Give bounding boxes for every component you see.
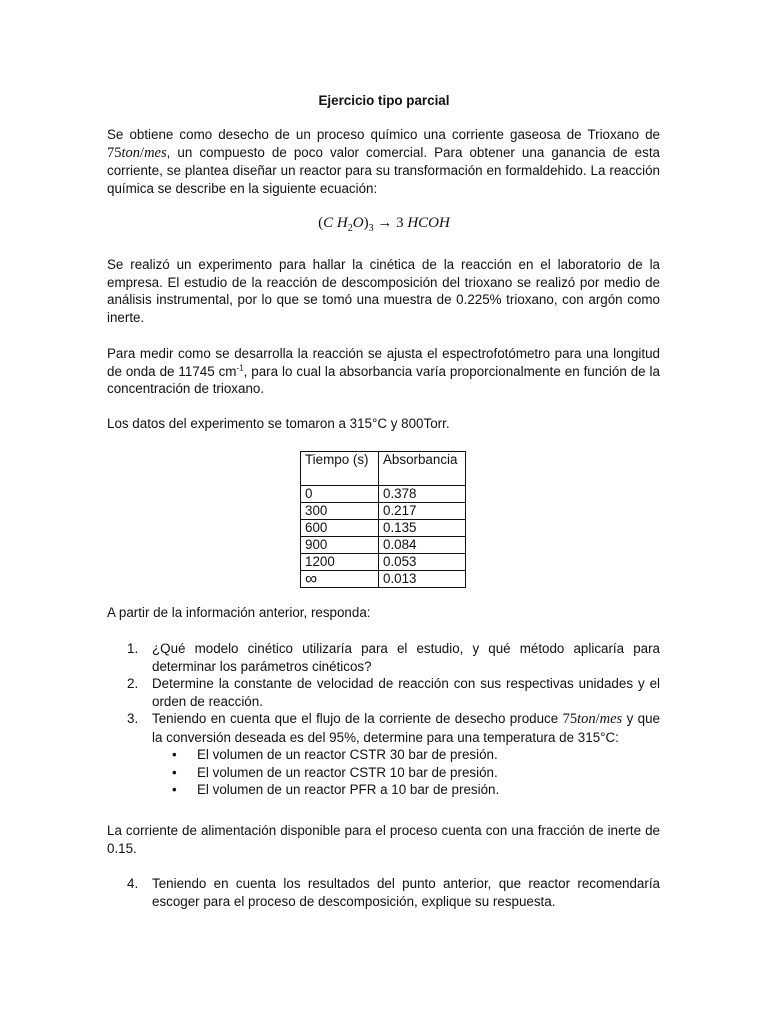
cell-absorbance: 0.135: [379, 520, 466, 537]
cell-absorbance: 0.378: [379, 486, 466, 503]
instructions-paragraph: A partir de la información anterior, responda:: [107, 605, 371, 620]
question-list-2: [107, 875, 660, 910]
question-item: [107, 710, 660, 799]
page-title: Ejercicio tipo parcial: [318, 93, 450, 108]
cell-time: 600: [301, 520, 379, 537]
cell-time: 900: [301, 537, 379, 554]
conditions-paragraph: Los datos del experimento se tomaron a 315°C y 800Torr.: [107, 416, 450, 431]
bullet-item: • El volumen de un reactor CSTR 30 bar de presión.: [172, 747, 498, 762]
header-tiempo: Tiempo (s): [301, 452, 379, 486]
question-text-b: y que la conversión deseada es del 95%, determine para una temperatura de 315°C:: [152, 711, 660, 745]
cell-time: 1200: [301, 554, 379, 571]
table-row: [301, 554, 466, 571]
question-item: [107, 640, 660, 675]
question-text: Teniendo en cuenta los resultados del punto anterior, que reactor recomendaría escoger para el proceso de descomposición, explique su respuesta.: [152, 876, 660, 909]
bullet-item: • El volumen de un reactor PFR a 10 bar de presión.: [172, 782, 500, 797]
question-text: ¿Qué modelo cinético utilizaría para el estudio, y qué método aplicaría para determinar los parámetros cinéticos?: [152, 641, 660, 674]
cell-absorbance: 0.053: [379, 554, 466, 571]
question-number: 3.: [127, 711, 139, 726]
bullet-icon: •: [172, 747, 177, 762]
question-item: [107, 675, 660, 710]
table-row: [301, 486, 466, 503]
bullet-list: [152, 746, 660, 799]
cell-absorbance: 0.084: [379, 537, 466, 554]
question-number: 2.: [127, 676, 139, 691]
bullet-icon: •: [172, 764, 177, 780]
spectrophotometer-paragraph: Para medir como se desarrolla la reacción se ajusta el espectrofotómetro para una longitud de onda de 11745 $cm^{-1}$, para lo cual la absorbancia varía proporcionalmente en función de la concentración de trioxano.: [107, 346, 660, 396]
header-absorbancia: Absorbancia: [379, 452, 466, 486]
question-text-a: Teniendo en cuenta que el flujo de la corriente de desecho produce: [152, 711, 559, 726]
intro-text-b: , un compuesto de poco valor comercial. Para obtener una ganancia de esta corriente, se plantea diseñar un reactor para su transformación en formaldehido. La reacción química se describe en la siguiente ecuación:: [107, 144, 660, 196]
cell-absorbance: 0.013: [379, 571, 466, 588]
cell-time: 0: [301, 486, 379, 503]
reaction-equation: (C $H_2O)_3 \to 3$ HCOH: [318, 215, 450, 234]
bullet-icon: •: [172, 782, 177, 797]
bullet-item: • El volumen de un reactor CSTR 10 bar de presión.: [172, 764, 498, 780]
question-number: 1.: [127, 641, 139, 656]
intro-paragraph: [107, 126, 660, 197]
cell-time: 300: [301, 503, 379, 520]
question-text: Determine la constante de velocidad de reacción con sus respectivas unidades y el orden de reacción.: [152, 676, 660, 709]
intro-text-a: Se obtiene como desecho de un proceso químico una corriente gaseosa de Trioxano de: [107, 127, 660, 142]
flow-rate-expression: 75ton/mes: [562, 711, 623, 727]
cell-absorbance: 0.217: [379, 503, 466, 520]
cell-time-infinity: ∞: [301, 571, 379, 588]
question-list: [107, 640, 660, 799]
table-row: [301, 571, 466, 588]
question-item: [107, 875, 660, 910]
data-table: [300, 451, 466, 588]
feed-paragraph: La corriente de alimentación disponible para el proceso cuenta con una fracción de inerte de 0.15.: [107, 823, 660, 856]
table-header-row: [301, 452, 466, 486]
table-row: [301, 537, 466, 554]
flow-rate-expression: 75ton/mes: [107, 144, 167, 161]
table-row: [301, 520, 466, 537]
table-row: [301, 503, 466, 520]
question-number: 4.: [127, 876, 139, 891]
experiment-paragraph: Se realizó un experimento para hallar la cinética de la reacción en el laboratorio de la empresa. El estudio de la reacción de descomposición del trioxano se realizó por medio de análisis instrumental, por lo que se tomó una muestra de 0.225% trioxano, con argón como inerte.: [107, 257, 660, 325]
